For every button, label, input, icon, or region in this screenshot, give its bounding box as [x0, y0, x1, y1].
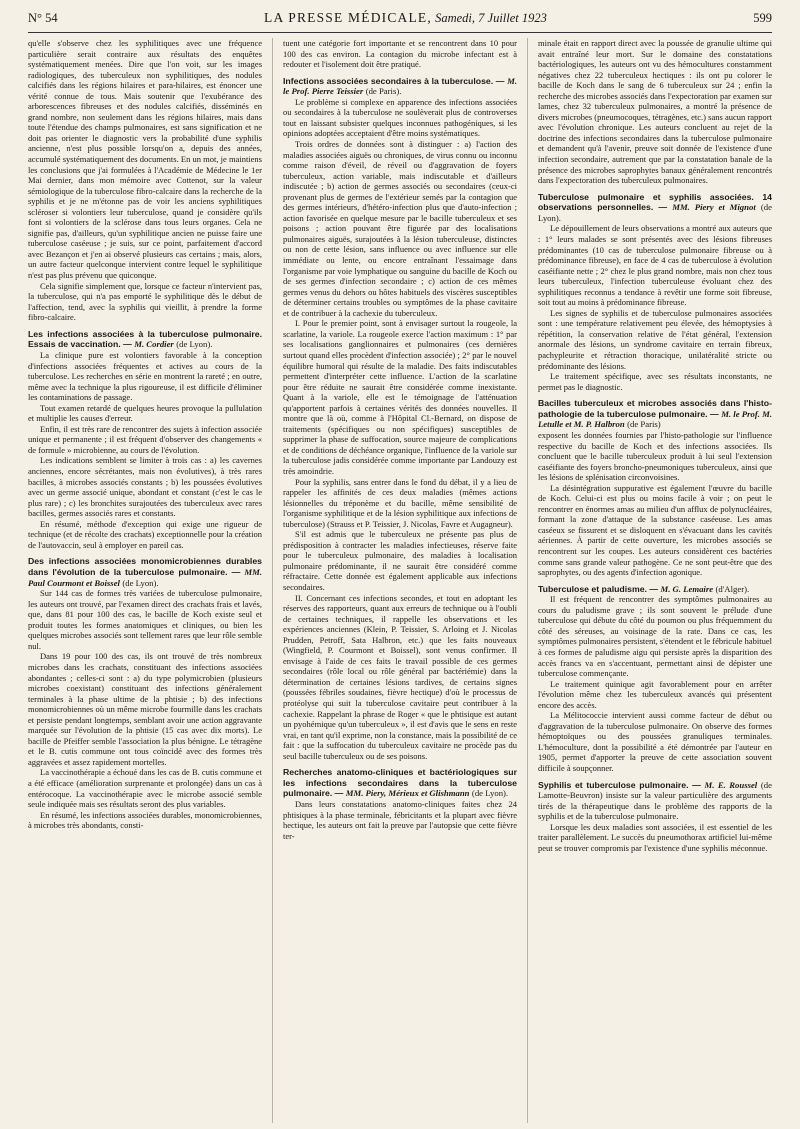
heading-title: Bacilles tuberculeux et microbes associés dans l'histo-pathologie de la tuberculose pulmonaire.	[538, 398, 772, 419]
paragraph: La clinique pure est volontiers favorable à la conception d'infections associées fréquentes et actives au cours de la tuberculose. Les recherches en série en montrent la rareté ; en outre, même avec la technique la plus rigoureuse, il est difficile d'éliminer les contaminations de passage.	[28, 349, 262, 403]
heading-title: Recherches anatomo-cliniques et bactériologiques sur les infections secondaires dans la tuberculose pulmonaire.	[283, 767, 517, 799]
section-heading: Infections associées secondaires à la tuberculose. — M. le Prof. Pierre Teissier (de Paris).	[283, 75, 517, 97]
paragraph: Dans 19 pour 100 des cas, ils ont trouvé de très nombreux microbes dans les crachats, constituant des infections associées abondantes ; celles-ci sont : a) du type polymicrobien (plusieurs microbes coexistant) constituant des infections généralement terminales à la phase ultime de la phtisie ; b) des infections monomicrobiennes où un même microbe fourmille dans les crachats et persiste pendant longtemps, semblant avoir une action aggravante marquée sur l'évolution de la phtisie (15 cas avec dix morts). Le bacille de Pfeiffer semble l'association la plus bénigne. Le tétragène et le B. cutis commune ont tous coïncidé avec des formes très aggravées et assez rapidement mortelles.	[28, 651, 262, 767]
paragraph: Le traitement quinique agit favorablement pour en arrêter l'évolution même chez les tuberculeux avancés qui présentent encore des accès.	[538, 678, 772, 710]
paragraph: Pour la syphilis, sans entrer dans le fond du débat, il y a lieu de rappeler les affinités de ces deux maladies (mêmes actions lésionnelles du tréponème et du bacille, même sensibilité de l'organisme syphilitique et de la lésion syphilitique aux infections de tuberculose) (Strauss et P. Teissier, J. Nicolas, Favre et Augagneur).	[283, 476, 517, 529]
section-heading: Syphilis et tuberculose pulmonaire. — M. E. Roussel (de Lamotte-Beuvron) insiste sur la valeur particulière des arguments tirés de la thérapeutique dans le problème des rapports de la syphilis et de la tuberculose pulmonaire.	[538, 779, 772, 822]
paragraph: Les signes de syphilis et de tuberculose pulmonaires associées sont : une température relativement peu élevée, des hémoptysies à répétition, la conservation relative de l'état général, l'extension anormale des lésions, un syndrome cavitaire en terrain fibreux, pachypleurite et rétraction thoracique, unilatéralité stricte ou prédominante des lésions.	[538, 307, 772, 371]
heading-authors: MM. Piery, Mérieux et Glishmann	[345, 788, 470, 799]
page-number-right: 599	[753, 11, 772, 25]
paragraph: qu'elle s'observe chez les syphilitiques avec une fréquence particulière serait contraire aux résultats des enquêtes systématiquement menées. Dire que l'on voit, sur les images radiologiques, des tuberculeux non syphilitiques, des nodules calcifiés dans les régions hilaires et para-hilaires, est énoncer une vérité connue de tous. Mais soutenir que l'exubérance des arborescences fibreuses et des nodules calcifiés, disséminés en grand nombre, non seulement dans les régions hilaires, mais dans toute l'étendue des champs pulmonaires, est sans signification et ne doit pas orienter le diagnostic vers la probabilité d'une syphilis ancienne, n'est plus possible lorsqu'on a, depuis des années, accumulé systématiquement des documents. En un mot, je maintiens les conclusions que j'ai formulées à l'Académie de Médecine le 1er Mai dernier, dans mon mémoire avec Cottenot, sur la valeur sémiologique de la tuberculose fibro-calcaire dans la recherche de la syphilis et je ne m'étonne pas de voir les anciens syphilitiques scléroser si volontiers leur tuberculose, quand je considère qu'ils font si volontiers de la sclérose dans tous leurs organes. Cela ne signifie pas, d'ailleurs, qu'un syphilitique ancien ne puisse faire une tuberculose caséeuse ; je suis, sur ce point, parfaitement d'accord avec Bezançon et j'en ai observé plusieurs cas certains ; mais, alors, un autre facteur quelconque intervient contre lequel le syphilitique n'est pas plus prévenu que quiconque.	[28, 38, 262, 281]
paragraph: Lorsque les deux maladies sont associées, il est essentiel de les traiter parallèlement. Le succès du pneumothorax artificiel lui-même peut se trouver compromis par l'existence d'une syphilis méconnue.	[538, 821, 772, 853]
column-2	[272, 38, 517, 1123]
heading-title: Tuberculose et paludisme.	[538, 583, 647, 594]
header-title-group	[264, 10, 547, 26]
heading-title: Des infections associées monomicrobiennes durables dans l'évolution de la tuberculose pulmonaire.	[28, 556, 262, 577]
paragraph: exposent les données fournies par l'histo-pathologie sur l'influence respective du bacille de Koch et des infections associées. Ils concluent que le bacille tuberculeux produit à lui seul l'extension caséifiante des foyers broncho-pneumoniques tuberculeux, ainsi que les lésions de splénisation circonvoisines.	[538, 429, 772, 483]
heading-title: Syphilis et tuberculose pulmonaire.	[538, 779, 689, 790]
heading-title: Les infections associées à la tuberculose pulmonaire. Essais de vaccination.	[28, 328, 262, 350]
heading-affiliation: (de Paris).	[365, 86, 402, 97]
column-3	[527, 38, 772, 1123]
heading-authors: M. le Prof. M. Letulle et M. P. Halbron	[538, 408, 772, 430]
heading-affiliation: (de Lyon).	[176, 339, 213, 350]
paragraph: Tout examen retardé de quelques heures provoque la pullulation et multiplie les causes d'erreur.	[28, 402, 262, 424]
text-columns	[28, 38, 772, 1123]
heading-affiliation: (de Lyon).	[471, 788, 509, 799]
heading-affiliation: (de Lyon).	[122, 577, 159, 588]
heading-affiliation: (de Lyon).	[538, 202, 772, 223]
heading-authors: MM. Piery et Mignot	[672, 202, 756, 213]
paragraph: En résumé, les infections associées durables, monomicrobiennes, à microbes très abondants, consti-	[28, 809, 262, 831]
section-heading: Les infections associées à la tuberculose pulmonaire. Essais de vaccination. — M. Cordier (de Lyon).	[28, 328, 262, 350]
paragraph: S'il est admis que le tuberculeux ne présente pas plus de prédisposition à contracter les maladies infectieuses, réserve faite pour le tuberculeux pulmonaire, des maladies à localisation pulmonaire prédominante, il ne saurait être considéré comme réfractaire. Cette donnée est également applicable aux infections secondaires.	[283, 529, 517, 592]
paragraph: minale était en rapport direct avec la poussée de granulie ultime qui avait entraîné leur mort. Sur le domaine des constatations bactériologiques, les auteurs ont vu des hémocultures constamment négatives chez 22 tuberculeux hectiques : ils ont pu colorer le bacille de Koch dans le sang de 6 tuberculeux sur 24 ; enfin la recherche des microbes associés dans l'expectoration par examen sur lames, chez 32 tuberculeux pulmonaires, a montré la présence de divers microbes (pneumocoques, tétragènes, etc.) sans aucun rapport avec l'évolution chronique. Les auteurs concluent au rejet de la doctrine des infections secondaires dans la tuberculose pulmonaire et demandent qu'à l'avenir, preuve soit donnée de l'existence d'une infection secondaire, autrement que par la constatation banale de la présence des microbes saprophytes banaux généralement rencontrés dans l'expectoration des tuberculeux pulmonaires.	[538, 38, 772, 186]
paragraph: Cela signifie simplement que, lorsque ce facteur n'intervient pas, la tuberculose, qui n'a pas emporté le syphilitique dès le début de l'affection, tend, avec la syphilis qui vieillit, à prendre la forme fibro-calcaire.	[28, 280, 262, 323]
paragraph: La désintégration suppurative est également l'œuvre du bacille de Koch. Celui-ci est plus ou moins facile à voir ; on peut le rencontrer en énormes amas au milieu d'un afflux de polynucléaires, formant la zone d'attaque de la substance caséeuse. Les amas caséeux se fissurent et se disloquent en s'évacuant dans les cavités aériennes. À partir de cette ouverture, les microbes associés se rencontrent sur les coupes. Les auteurs considèrent ces bactéries comme sans grande valeur pathogène. Ce ne sont peut-être que des saprophytes, ou des agents d'infection agonique.	[538, 482, 772, 578]
heading-authors: M. le Prof. Pierre Teissier	[283, 75, 517, 97]
heading-affiliation: (de Lamotte-Beuvron) insiste sur la valeur particulière des arguments tirés de la thérapeutique dans le problème des rapports de la syphilis et de la tuberculose pulmonaire.	[538, 779, 772, 822]
paragraph: II. Concernant ces infections secondes, et tout en adoptant les réserves des rapporteurs, quant aux erreurs de technique ou à l'oubli de certaines techniques, il rappelle les observations et les expériences anciennes (Klein, P. Teissier, S. Arloing et J. Nicolas Prudden, Petroff, Sata Halbron, etc.) que les faits nouveaux (Wingfield, P. Courmont et Boissel), sont venus confirmer. Il envisage à l'aide de ces faits le travail possible de ces germes secondaires (rôle local ou rôle général par bactériémie) dans la détermination de certaines lésions tardives, de certains signes (poussées fébriles soudaines, fièvre hectique) d'où le processus de protéolyse qui suit la tuberculose cavitaire peut contribuer à la cachexie. Rappelant la phrase de Roger « que le phtisique est autant un pyohémique qu'un tuberculeux », il est d'avis que le sens en reste vrai, en tant qu'il exprime, non la constance, mais la possibilité de ce fait : que la suffocation du tuberculeux cavitaire ne procède pas du seul bacille tuberculeux ou de ses poisons.	[283, 592, 517, 761]
masthead: LA PRESSE MÉDICALE,	[264, 10, 432, 25]
heading-affiliation: (d'Alger).	[715, 583, 750, 594]
section-heading: Tuberculose et paludisme. — M. G. Lemaire (d'Alger).	[538, 583, 750, 594]
section-heading: Des infections associées monomicrobiennes durables dans l'évolution de la tuberculose pulmonaire. — MM. Paul Courmont et Boissel (de Lyon).	[28, 556, 262, 588]
page-number-left: N° 54	[28, 11, 58, 25]
heading-title: Infections associées secondaires à la tuberculose.	[283, 75, 494, 86]
paragraph: Sur 144 cas de formes très variées de tuberculose pulmonaire, les auteurs ont trouvé, par l'examen direct des crachats frais et lavés, que, dans 81 pour 100 des cas, le bacille de Koch existe seul et produit toutes les formes anatomiques et cliniques, ou bien les quelques microbes associés sont tellement rares que leur rôle semble nul.	[28, 588, 262, 651]
section-heading: Tuberculose pulmonaire et syphilis associées. 14 observations personnelles. — MM. Piery et Mignot (de Lyon).	[538, 191, 772, 223]
paragraph: Trois ordres de données sont à distinguer : a) l'action des maladies associées aiguës ou chroniques, de virus connu ou inconnu comme raison d'éveil, de réveil ou d'aggravation de foyers tuberculeux, action variable, mais indiscutable et d'ailleurs indiscutée ; b) action de germes associés ou secondaires (ceux-ci provenant plus de germes de l'extérieur semés par la contagion que des germes intérieurs, d'hétéro-infection plus que d'auto-infection ; action favorisée en quelque mesure par le bacille tuberculeux et ses poisons ; action pouvant être figurée par des localisations pulmonaires aiguës, surajoutées à la lésion tuberculeuse, distinctes ou non de cette lésion, sans influence ou avec influence sur elle immédiate ou lente, ou encore entraînant l'essaimage dans l'organisme par voie lymphatique ou sanguine du bacille de Koch ou de ses germes d'infection secondaire ; c) action de ces mêmes germes venus du dehors ou hôtes habituels des viscères susceptibles de déterminer certains troubles ou symptômes de la phase cavitaire et de contribuer à la cachexie du tuberculeux.	[283, 139, 517, 318]
paragraph: La Mélitococcie intervient aussi comme facteur de début ou d'aggravation de la tuberculose pulmonaire. On observe des formes hémoptoïques ou des poussées granuliques terminales. L'hémoculture, dont la possibilité a été démontrée par l'auteur en 1905, permet d'apporter la preuve de cette association souvent difficile à soupçonner.	[538, 710, 772, 773]
paragraph: Les indications semblent se limiter à trois cas : a) les cavernes anciennes, encore sécrétantes, mais non évolutives), à très rares bacilles, à microbes associés constants ; b) les poussées évolutives avec un germe associé unique, abondant et constant (c'est le cas le plus rare) ; c) les bronchites surajoutées des tuberculeux avec rares bacilles, germes associés rares et constants.	[28, 455, 262, 519]
paragraph: tuent une catégorie fort importante et se rencontrent dans 10 pour 100 des cas environ. La contagion du microbe infectant est à redouter et l'isolement doit être pratiqué.	[283, 38, 517, 70]
heading-authors: M. G. Lemaire	[660, 583, 714, 594]
paragraph: Il est fréquent de rencontrer des symptômes pulmonaires au cours du paludisme grave ; ils sont souvent le prélude d'une tuberculose qui débute du côté du poumon ou plus fréquemment du côté des séreuses, au voisinage de la rate. Dans ce cas, les symptômes pulmonaires persistent, s'étendent et le fébricule habituel à ces formes de paludisme aigu qui persiste après la disparition des accès francs va en s'accentuant, permettant ainsi de dépister une tuberculose commençante.	[538, 594, 772, 679]
header-rule	[28, 32, 772, 33]
paragraph: Dans leurs constatations anatomo-cliniques faites chez 24 phtisiques à la phase terminale, fébricitants et la plupart avec fièvre hectique, les auteurs ont fait la preuve par l'autopsie que cette fièvre ter-	[283, 799, 517, 841]
paragraph: Le problème si complexe en apparence des infections associées ou secondaires à la tuberculose ne soulèverait plus de controverses tout en laissant subsister quelques inconnues pathogéniques, si les opinions adoptées acceptaient d'être moins systématiques.	[283, 96, 517, 139]
page-header	[28, 10, 772, 32]
heading-authors: M. E. Roussel	[704, 779, 758, 790]
heading-title: Tuberculose pulmonaire et syphilis associées. 14 observations personnelles.	[538, 191, 772, 213]
paragraph: La vaccinothérapie a échoué dans les cas de B. cutis commune et a été efficace (amélioration surprenante et prolongée) dans un cas à entérocoque. La vaccinothérapie avec le microbe associé semble seule indiquée mais ses résultats seront des plus variables.	[28, 767, 262, 810]
heading-affiliation: (de Paris)	[627, 419, 661, 430]
column-1	[28, 38, 262, 1123]
heading-authors: M. Cordier	[134, 339, 174, 350]
paragraph: Le traitement spécifique, avec ses résultats inconstants, ne permet pas le diagnostic.	[538, 371, 772, 392]
paragraph: Le dépouillement de leurs observations a montré aux auteurs que : 1° leurs malades se sont présentés avec des lésions fibreuses prédominantes (10 cas de tuberculose pulmonaire fibreuse ou à prédominance fibreuse), en face de 4 cas de tuberculose à évolution caséifiante nette ; 2° chez le plus grand nombre, mais non chez tous leurs tuberculeux, l'infection tuberculeuse évoluant chez des syphilitiques reconnus a tendance à revêtir une forme soit fibreuse, soit tout au moins à prédominance fibreuse.	[538, 223, 772, 308]
paragraph: En résumé, méthode d'exception qui exige une rigueur de technique (et de récolte des crachats) exceptionnelle pour la création de l'autovaccin, seul à employer en pareil cas.	[28, 518, 262, 550]
paragraph: Enfin, il est très rare de rencontrer des sujets à infection associée unique et permanente ; il est fréquent d'observer des changements « de formule » microbienne, au cours de l'évolution.	[28, 423, 262, 455]
section-heading: Recherches anatomo-cliniques et bactériologiques sur les infections secondaires dans la tuberculose pulmonaire. — MM. Piery, Mérieux et Glishmann (de Lyon).	[283, 767, 517, 799]
section-heading: Bacilles tuberculeux et microbes associés dans l'histo-pathologie de la tuberculose pulmonaire. — M. le Prof. M. Letulle et M. P. Halbron (de Paris)	[538, 398, 772, 430]
heading-authors: MM. Paul Courmont et Boissel	[28, 566, 262, 588]
paragraph: I. Pour le premier point, sont à envisager surtout la rougeole, la scarlatine, la variole. La rougeole exerce l'action maximum : 1° par ses localisations ganglionnaires et pulmonaires (ces dernières surtout quand elles procèdent d'infection associée) ; 2° par le nouvel équilibre humoral qui résulte de la maladie. Des faits indiscutables permettent d'interpréter cette influence. L'action de la scarlatine pour être réduite ne saurait être considérée comme inexistante. Quant à la variole, elle est le témoignage de l'atténuation qu'apportent parfois à certaines vérités des données nouvelles. Il montre que là où, comme à l'Hôpital Cl.-Bernard, on dispose de traitements (spécifiques ou non spécifiques) susceptibles de supprimer la phase de suffocation, source majeure de complications et de conditions de déchéance organique, l'influence de la variole sur la tuberculose jadis considérée comme importante par Landouzy est très amoindrie.	[283, 318, 517, 476]
issue-date: Samedi, 7 Juillet 1923	[435, 11, 547, 25]
